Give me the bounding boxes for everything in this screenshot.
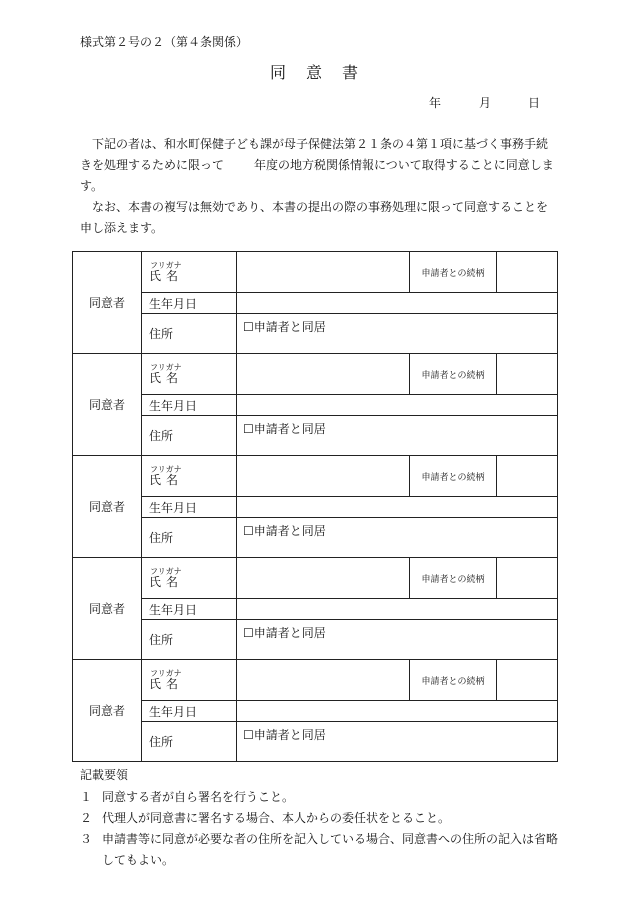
relationship-label: 申請者との続柄 bbox=[410, 660, 497, 701]
cohabit-checkbox[interactable]: ☐申請者と同居 bbox=[243, 422, 326, 436]
name-label-cell bbox=[142, 456, 237, 497]
address-field[interactable] bbox=[237, 620, 558, 660]
cohabit-checkbox[interactable]: ☐申請者と同居 bbox=[243, 626, 326, 640]
instruction-item bbox=[80, 787, 560, 808]
name-label: 氏名 bbox=[149, 677, 184, 691]
address-label: 住所 bbox=[142, 314, 237, 354]
cohabit-checkbox[interactable]: ☐申請者と同居 bbox=[243, 728, 326, 742]
birthdate-field[interactable] bbox=[237, 395, 558, 416]
name-label-cell bbox=[142, 354, 237, 395]
instructions bbox=[80, 765, 560, 871]
name-field[interactable] bbox=[237, 354, 410, 395]
consent-statement bbox=[80, 134, 558, 239]
name-label: 氏名 bbox=[149, 473, 184, 487]
furigana-label: フリガナ bbox=[150, 465, 182, 474]
relationship-field[interactable] bbox=[497, 558, 558, 599]
name-field[interactable] bbox=[237, 558, 410, 599]
instruction-text: 申請書等に同意が必要な者の住所を記入している場合、同意書への住所の記入は省略してもよい。 bbox=[102, 832, 559, 867]
cohabit-checkbox[interactable]: ☐申請者と同居 bbox=[243, 320, 326, 334]
relationship-label: 申請者との続柄 bbox=[410, 456, 497, 497]
consenter-table bbox=[72, 251, 558, 762]
consenter-label: 同意者 bbox=[73, 456, 142, 558]
name-field[interactable] bbox=[237, 660, 410, 701]
instruction-item bbox=[80, 808, 560, 829]
instructions-title: 記載要領 bbox=[80, 768, 129, 782]
birthdate-field[interactable] bbox=[237, 599, 558, 620]
instruction-number: １ bbox=[80, 790, 93, 804]
relationship-field[interactable] bbox=[497, 456, 558, 497]
instruction-item bbox=[80, 829, 560, 871]
consenter-label: 同意者 bbox=[73, 558, 142, 660]
consenter-label: 同意者 bbox=[73, 252, 142, 354]
address-label: 住所 bbox=[142, 722, 237, 762]
birthdate-field[interactable] bbox=[237, 497, 558, 518]
birthdate-label: 生年月日 bbox=[142, 701, 237, 722]
consent-paragraph-2: なお、本書の複写は無効であり、本書の提出の際の事務処理に限って同意することを申し添えます。 bbox=[80, 200, 549, 235]
birthdate-field[interactable] bbox=[237, 701, 558, 722]
cohabit-checkbox[interactable]: ☐申請者と同居 bbox=[243, 524, 326, 538]
date-year-label: 年 bbox=[429, 96, 442, 110]
relationship-field[interactable] bbox=[497, 660, 558, 701]
relationship-field[interactable] bbox=[497, 354, 558, 395]
consenter-label: 同意者 bbox=[73, 354, 142, 456]
birthdate-label: 生年月日 bbox=[142, 395, 237, 416]
birthdate-label: 生年月日 bbox=[142, 599, 237, 620]
address-label: 住所 bbox=[142, 620, 237, 660]
name-label-cell bbox=[142, 660, 237, 701]
name-field[interactable] bbox=[237, 252, 410, 293]
name-label: 氏名 bbox=[149, 269, 184, 283]
name-label: 氏名 bbox=[149, 371, 184, 385]
name-field[interactable] bbox=[237, 456, 410, 497]
address-field[interactable] bbox=[237, 722, 558, 762]
address-field[interactable] bbox=[237, 518, 558, 558]
relationship-label: 申請者との続柄 bbox=[410, 558, 497, 599]
furigana-label: フリガナ bbox=[150, 261, 182, 270]
furigana-label: フリガナ bbox=[150, 567, 182, 576]
relationship-label: 申請者との続柄 bbox=[410, 252, 497, 293]
birthdate-field[interactable] bbox=[237, 293, 558, 314]
birthdate-label: 生年月日 bbox=[142, 497, 237, 518]
relationship-label: 申請者との続柄 bbox=[410, 354, 497, 395]
date-day-label: 日 bbox=[528, 96, 541, 110]
form-number: 様式第２号の２（第４条関係） bbox=[80, 35, 249, 49]
instruction-text: 代理人が同意書に署名する場合、本人からの委任状をとること。 bbox=[102, 811, 451, 825]
address-label: 住所 bbox=[142, 416, 237, 456]
consent-paragraph-1 bbox=[80, 134, 558, 197]
name-label: 氏名 bbox=[149, 575, 184, 589]
name-label-cell bbox=[142, 558, 237, 599]
name-label-cell bbox=[142, 252, 237, 293]
consent-text-1b: 年度の地方税関係情報について取得することに同意します。 bbox=[80, 158, 554, 193]
date-month-label: 月 bbox=[479, 96, 492, 110]
address-field[interactable] bbox=[237, 416, 558, 456]
consent-text-1a: 下記の者は、和水町保健子ども課が母子保健法第２１条の４第１項に基づく事務手続きを処理するために限って bbox=[80, 137, 549, 172]
relationship-field[interactable] bbox=[497, 252, 558, 293]
furigana-label: フリガナ bbox=[150, 669, 182, 678]
page-title: 同 意 書 bbox=[269, 63, 360, 82]
address-label: 住所 bbox=[142, 518, 237, 558]
instruction-number: ３ bbox=[80, 832, 93, 846]
instruction-number: ２ bbox=[80, 811, 93, 825]
instruction-text: 同意する者が自ら署名を行うこと。 bbox=[102, 790, 295, 804]
furigana-label: フリガナ bbox=[150, 363, 182, 372]
birthdate-label: 生年月日 bbox=[142, 293, 237, 314]
consenter-label: 同意者 bbox=[73, 660, 142, 762]
address-field[interactable] bbox=[237, 314, 558, 354]
